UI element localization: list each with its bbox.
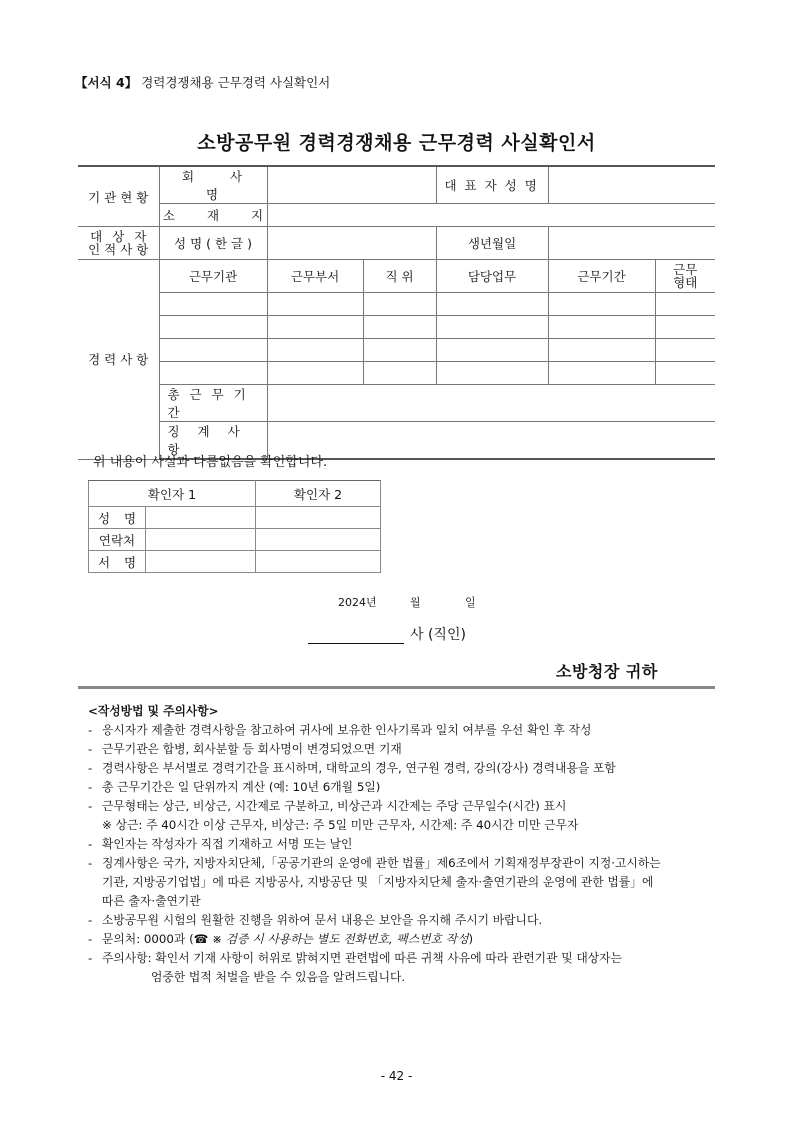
signature-line: 사 (직인) [308,624,466,644]
confirmer-2-contact-field[interactable] [256,529,381,551]
name-label: 성 명 ( 한 글 ) [159,227,267,260]
confirmer-name-label: 성 명 [89,507,146,529]
confirmer-contact-label: 연락처 [89,529,146,551]
col-header-department: 근무부서 [267,260,363,293]
instruction-item: - 징계사항은 국가, 지방자치단체,「공공기관의 운영에 관한 법률」제6조에서 기획재정부장관이 지정·고시하는 기관, 지방공기업법」에 따른 지방공사, 지방공단 및 「지방자치단체 출자·출연기관의 운영에 관한 법률」에 따른 출자·출연기관 [88,856,661,908]
career-row [78,316,715,339]
divider [78,686,715,689]
confirmer-2-name-field[interactable] [256,507,381,529]
career-row [78,293,715,316]
birth-field[interactable] [548,227,715,260]
confirmer-2-signature-field[interactable] [256,551,381,573]
career-row [78,339,715,362]
col-header-duties: 담당업무 [436,260,548,293]
instruction-item: - 문의처: 0000과 (☎ ※ 검증 시 사용하는 별도 전화번호, 팩스번호 작성) [88,932,474,946]
confirmer-1-contact-field[interactable] [146,529,256,551]
discipline-label: 징 계 사 항 [159,422,267,460]
confirmer-table [88,480,381,573]
instruction-item: - 근무형태는 상근, 비상근, 시간제로 구분하고, 비상근과 시간제는 주당 근무일수(시간) 표시 [88,799,567,813]
instructions [88,702,713,987]
col-header-position: 직 위 [363,260,436,293]
instruction-item: - 확인자는 작성자가 직접 기재하고 서명 또는 날인 [88,837,353,851]
document-title: 소방공무원 경력경쟁채용 근무경력 사실확인서 [197,132,596,154]
career-section-label: 경 력 사 항 [78,260,159,460]
company-section-label: 기 관 현 황 [78,166,159,227]
company-name-label: 회 사 명 [159,166,267,204]
career-info-table [78,165,715,460]
instruction-item: - 경력사항은 부서별로 경력기간을 표시하며, 대학교의 경우, 연구원 경력, 강의(강사) 경력내용을 포함 [88,761,616,775]
col-header-period: 근무기간 [548,260,655,293]
address-label: 소 재 지 [159,204,267,227]
form-label: 【서식 4】 경력경쟁채용 근무경력 사실확인서 [75,75,331,90]
instruction-item: - 소방공무원 시험의 원활한 진행을 위하여 문서 내용은 보안을 유지해 주시기 바랍니다. [88,913,543,927]
col-header-work-type: 근무 형태 [655,260,715,293]
instruction-item: - 총 근무기간은 일 단위까지 계산 (예: 10년 6개월 5일) [88,780,381,794]
address-field[interactable] [267,204,715,227]
representative-field[interactable] [548,166,715,204]
recipient: 소방청장 귀하 [556,662,658,681]
instruction-item: - 주의사항: 확인서 기재 사항이 허위로 밝혀지면 관련법에 따른 귀책 사유에 따라 관련기관 및 대상자는 [88,951,622,965]
representative-label: 대 표 자 성 명 [436,166,548,204]
page-number: - 42 - [380,1069,413,1083]
instruction-continuation: 엄중한 법적 처벌을 받을 수 있음을 알려드립니다. [151,970,406,984]
confirmer-1-name-field[interactable] [146,507,256,529]
confirm-statement: 위 내용이 사실과 다름없음을 확인합니다. [93,455,328,470]
instructions-title: <작성방법 및 주의사항> [88,704,219,718]
company-name-blank[interactable] [308,629,404,644]
total-period-field[interactable] [267,385,715,422]
date-year: 2024년 [338,596,377,609]
confirmer-1-signature-field[interactable] [146,551,256,573]
instruction-sub-note: ※ 상근: 주 40시간 이상 근무자, 비상근: 주 5일 미만 근무자, 시간제: 주 40시간 미만 근무자 [102,818,579,832]
confirmer-signature-label: 서 명 [89,551,146,573]
instruction-item: - 응시자가 제출한 경력사항을 참고하여 귀사에 보유한 인사기록과 일치 여부를 우선 확인 후 작성 [88,723,592,737]
date-month: 월 [410,596,421,609]
date-day: 일 [465,596,476,609]
col-header-institution: 근무기관 [159,260,267,293]
total-period-label: 총 근 무 기 간 [159,385,267,422]
confirmer-2-header: 확인자 2 [256,481,381,507]
name-field[interactable] [267,227,436,260]
instruction-item: - 근무기관은 합병, 회사분할 등 회사명이 변경되었으면 기재 [88,742,402,756]
subject-section-label: 대 상 자 인 적 사 항 [78,227,159,260]
company-name-field[interactable] [267,166,436,204]
birth-label: 생년월일 [436,227,548,260]
career-row [78,362,715,385]
discipline-field[interactable] [267,422,715,460]
confirmer-1-header: 확인자 1 [89,481,256,507]
